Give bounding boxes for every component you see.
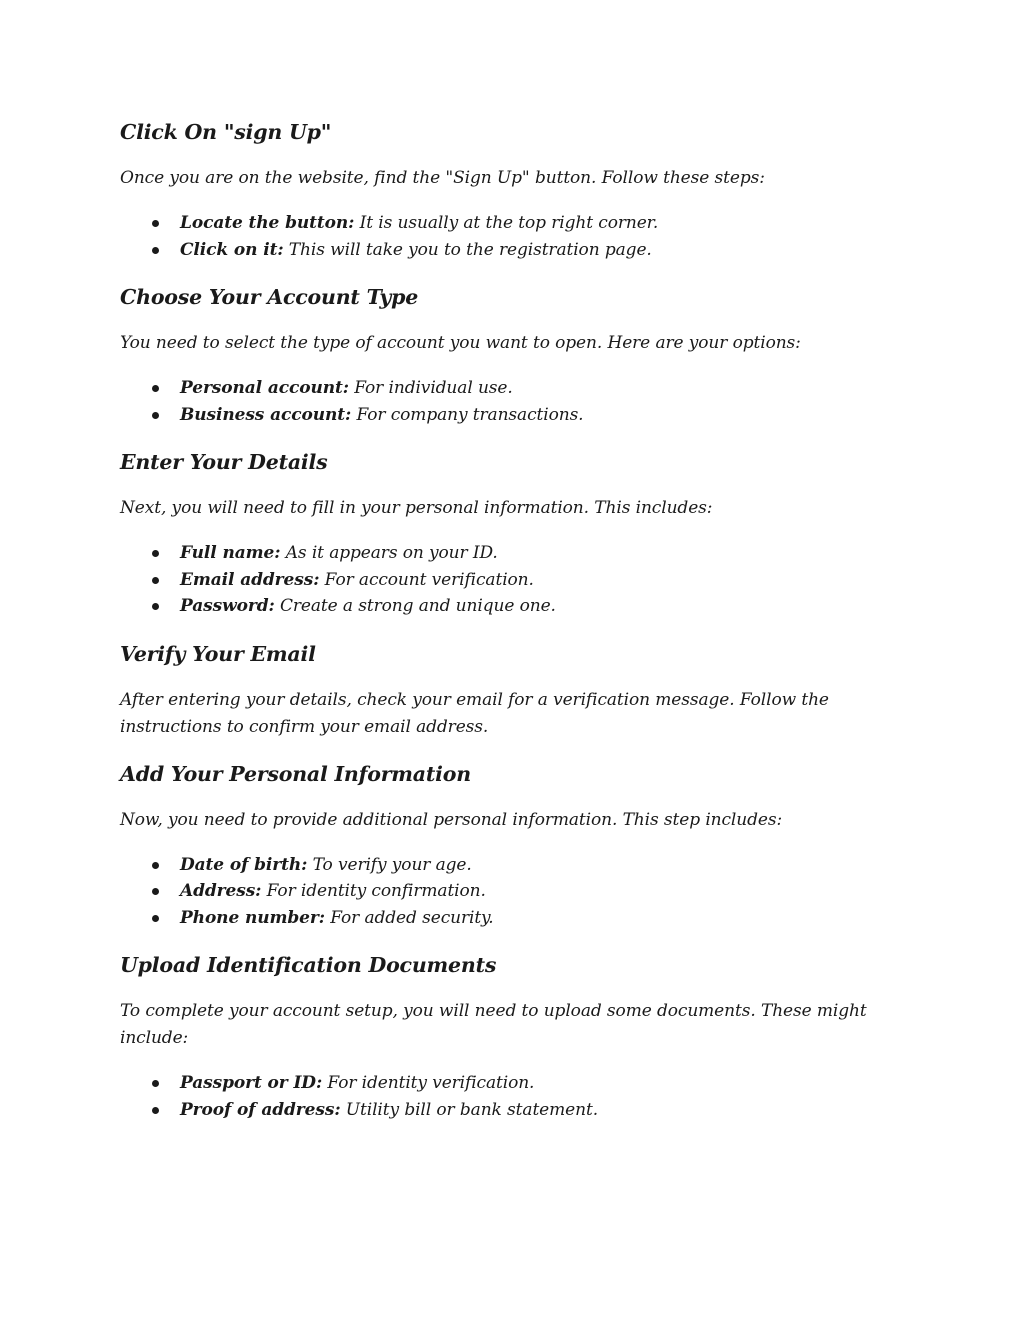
section-enter-details bbox=[120, 447, 900, 620]
section-intro: Now, you need to provide additional personal information. This step includes: bbox=[120, 809, 783, 830]
list-item-term: Full name: bbox=[180, 543, 281, 563]
list-item bbox=[120, 402, 900, 429]
bullet-icon bbox=[152, 915, 159, 922]
section-intro: To complete your account setup, you will need to upload some documents. These might include: bbox=[120, 1001, 867, 1048]
list-item bbox=[120, 237, 900, 264]
list-item-text: To verify your age. bbox=[307, 854, 472, 875]
list-item-term: Business account: bbox=[180, 404, 352, 425]
bullet-icon bbox=[152, 247, 159, 254]
list-item-text: For identity verification. bbox=[322, 1073, 535, 1093]
bullet-list bbox=[120, 1070, 900, 1123]
list-item-term: Locate the button: bbox=[180, 213, 355, 233]
list-item-term: Click on it: bbox=[180, 239, 284, 260]
bullet-icon bbox=[152, 603, 159, 610]
section-heading: Choose Your Account Type bbox=[120, 285, 419, 309]
bullet-list bbox=[120, 852, 900, 932]
section-account-type bbox=[120, 282, 900, 428]
list-item-text: As it appears on your ID. bbox=[280, 543, 498, 563]
bullet-icon bbox=[152, 888, 159, 895]
bullet-list bbox=[120, 540, 900, 620]
document-page bbox=[120, 117, 900, 1142]
list-item-text: Create a strong and unique one. bbox=[274, 596, 556, 616]
list-item bbox=[120, 905, 900, 932]
list-item bbox=[120, 210, 900, 237]
bullet-icon bbox=[152, 412, 159, 419]
bullet-icon bbox=[152, 1107, 159, 1114]
bullet-icon bbox=[152, 220, 159, 227]
list-item-text: Utility bill or bank statement. bbox=[340, 1099, 598, 1120]
section-heading: Enter Your Details bbox=[120, 450, 328, 474]
list-item-text: For company transactions. bbox=[351, 404, 584, 425]
list-item bbox=[120, 593, 900, 620]
list-item-text: This will take you to the registration page. bbox=[283, 239, 652, 260]
bullet-icon bbox=[152, 1080, 159, 1087]
section-intro: Next, you will need to fill in your personal information. This includes: bbox=[120, 498, 713, 518]
section-sign-up bbox=[120, 117, 900, 263]
list-item-term: Date of birth: bbox=[180, 854, 308, 875]
list-item-text: For identity confirmation. bbox=[261, 881, 486, 901]
list-item-term: Personal account: bbox=[180, 378, 349, 398]
list-item bbox=[120, 1097, 900, 1124]
list-item-term: Email address: bbox=[180, 569, 320, 590]
section-intro: After entering your details, check your email for a verification message. Follow the instructions to confirm your email address. bbox=[120, 689, 829, 737]
bullet-icon bbox=[152, 385, 159, 392]
section-verify-email bbox=[120, 639, 900, 741]
list-item bbox=[120, 1070, 900, 1097]
bullet-icon bbox=[152, 862, 159, 869]
list-item-text: It is usually at the top right corner. bbox=[354, 213, 659, 233]
list-item-term: Proof of address: bbox=[180, 1099, 341, 1120]
list-item bbox=[120, 852, 900, 879]
list-item-text: For individual use. bbox=[348, 378, 513, 398]
list-item-term: Password: bbox=[180, 596, 275, 616]
list-item-term: Passport or ID: bbox=[180, 1073, 323, 1093]
list-item-term: Address: bbox=[180, 881, 262, 901]
bullet-icon bbox=[152, 550, 159, 557]
bullet-list bbox=[120, 375, 900, 428]
section-heading: Add Your Personal Information bbox=[120, 761, 471, 786]
section-heading: Verify Your Email bbox=[120, 641, 316, 666]
section-intro: Once you are on the website, find the "Sign Up" button. Follow these steps: bbox=[120, 168, 765, 188]
list-item-term: Phone number: bbox=[180, 907, 325, 928]
list-item-text: For added security. bbox=[324, 907, 494, 928]
section-intro: You need to select the type of account you want to open. Here are your options: bbox=[120, 333, 801, 353]
bullet-icon bbox=[152, 577, 159, 584]
list-item bbox=[120, 878, 900, 905]
section-heading: Click On "sign Up" bbox=[120, 120, 332, 144]
list-item bbox=[120, 567, 900, 594]
bullet-list bbox=[120, 210, 900, 263]
list-item bbox=[120, 540, 900, 567]
section-heading: Upload Identification Documents bbox=[120, 953, 497, 977]
list-item bbox=[120, 375, 900, 402]
list-item-text: For account verification. bbox=[319, 569, 534, 590]
section-personal-information bbox=[120, 759, 900, 932]
section-upload-documents bbox=[120, 950, 900, 1123]
